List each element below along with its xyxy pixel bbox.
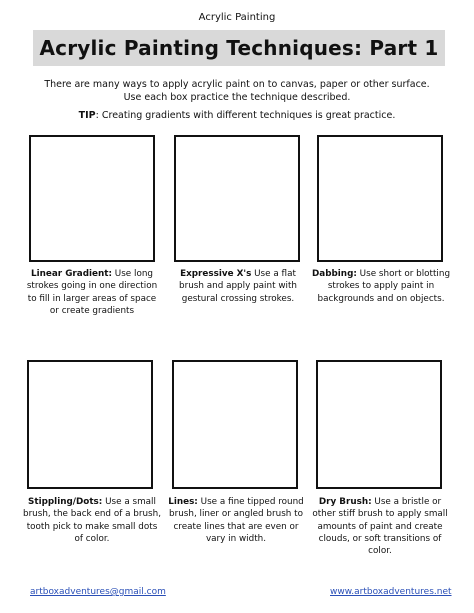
page-header: Acrylic Painting bbox=[198, 12, 276, 23]
technique-name: Lines: bbox=[168, 497, 198, 507]
practice-box-lines[interactable] bbox=[172, 360, 298, 489]
technique-desc: Use a fine tipped round brush, liner or angled brush to create lines that are even or vary in width. bbox=[169, 497, 304, 544]
practice-box-expressive-xs[interactable] bbox=[174, 135, 300, 262]
caption-lines bbox=[166, 496, 306, 545]
practice-box-stippling[interactable] bbox=[27, 360, 153, 489]
tip-label: TIP bbox=[78, 110, 96, 121]
technique-desc: Use a flat brush and apply paint with gestural crossing strokes. bbox=[179, 269, 297, 304]
caption-expressive-xs bbox=[168, 268, 308, 305]
tip-body: : Creating gradients with different techniques is great practice. bbox=[95, 110, 396, 121]
technique-name: Dry Brush: bbox=[318, 497, 372, 507]
tip-text bbox=[20, 110, 454, 121]
practice-box-linear-gradient[interactable] bbox=[29, 135, 155, 262]
caption-dabbing bbox=[311, 268, 451, 305]
technique-name: Stippling/Dots: bbox=[28, 497, 103, 507]
title-bar bbox=[33, 30, 445, 66]
caption-stippling bbox=[22, 496, 162, 545]
technique-desc: Use short or blotting strokes to apply paint in backgrounds and on objects. bbox=[317, 269, 451, 304]
caption-dry-brush bbox=[310, 496, 450, 557]
technique-name: Dabbing: bbox=[311, 269, 357, 279]
technique-desc: Use a bristle or other stiff brush to apply small amounts of paint and create clouds, or soft transitions of color. bbox=[312, 497, 448, 557]
technique-desc: Use long strokes going in one direction to fill in larger areas of space or create gradients bbox=[26, 269, 158, 316]
website-link[interactable]: www.artboxadventures.net bbox=[330, 587, 452, 597]
technique-name: Linear Gradient: bbox=[31, 269, 112, 279]
technique-name: Expressive X's bbox=[180, 269, 252, 279]
practice-box-dry-brush[interactable] bbox=[316, 360, 442, 489]
email-link[interactable]: artboxadventures@gmail.com bbox=[30, 587, 166, 597]
caption-linear-gradient bbox=[22, 268, 162, 317]
technique-desc: Use a small brush, the back end of a brush, tooth pick to make small dots of color. bbox=[22, 497, 162, 544]
practice-box-dabbing[interactable] bbox=[317, 135, 443, 262]
intro-line-2: Use each box practice the technique described. bbox=[123, 92, 351, 103]
intro-line-1: There are many ways to apply acrylic paint on to canvas, paper or other surface. bbox=[44, 79, 430, 90]
intro-text bbox=[20, 78, 454, 104]
page-title: Acrylic Painting Techniques: Part 1 bbox=[39, 36, 439, 60]
